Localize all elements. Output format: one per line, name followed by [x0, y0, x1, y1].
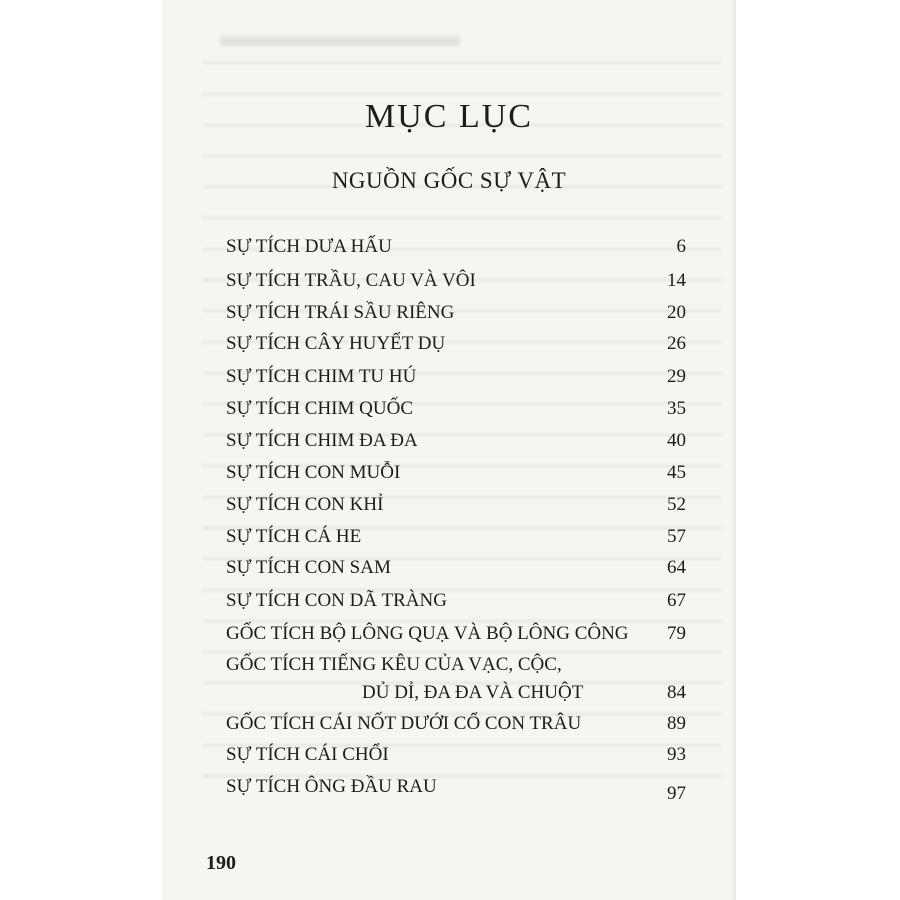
toc-entry-title: SỰ TÍCH CON MUỖI [226, 462, 401, 483]
toc-entry-page: 14 [667, 270, 686, 291]
toc-entry-page: 64 [667, 557, 686, 578]
toc-entry-page: 35 [667, 398, 686, 419]
toc-entry-title: SỰ TÍCH CÂY HUYẾT DỤ [226, 333, 446, 354]
toc-entry-title: GỐC TÍCH TIẾNG KÊU CỦA VẠC, CỘC, [226, 654, 562, 675]
page-edge-shadow [730, 0, 736, 900]
toc-entry-page: 45 [667, 462, 686, 483]
toc-entry-title: SỰ TÍCH CÁ HE [226, 526, 362, 547]
toc-entry-title: SỰ TÍCH CON SAM [226, 557, 391, 578]
toc-entry-title: SỰ TÍCH TRẦU, CAU VÀ VÔI [226, 270, 476, 291]
toc-entry-title: GỐC TÍCH BỘ LÔNG QUẠ VÀ BỘ LÔNG CÔNG [226, 623, 629, 644]
toc-entry-page: 57 [667, 526, 686, 547]
toc-entry-page: 40 [667, 430, 686, 451]
toc-entry-title: SỰ TÍCH CHIM TU HÚ [226, 366, 417, 387]
toc-entry-title: SỰ TÍCH TRÁI SẦU RIÊNG [226, 302, 455, 323]
book-page [162, 0, 736, 900]
page-number: 190 [206, 852, 236, 874]
toc-entry-page: 93 [667, 744, 686, 765]
toc-entry-page: 97 [667, 783, 686, 804]
table-of-contents [162, 0, 736, 900]
page-title: MỤC LỤC [365, 98, 533, 135]
section-title: NGUỒN GỐC SỰ VẬT [331, 168, 567, 193]
toc-entry-title: SỰ TÍCH ÔNG ĐẦU RAU [226, 776, 437, 797]
toc-entry-title-line2: DỦ DỈ, ĐA ĐA VÀ CHUỘT [362, 682, 584, 703]
toc-entry-title: SỰ TÍCH DƯA HẤU [226, 236, 392, 257]
toc-entry-page: 67 [667, 590, 686, 611]
toc-entry-page: 6 [676, 236, 686, 257]
toc-entry-page: 84 [667, 682, 686, 703]
toc-entry-page: 20 [667, 302, 686, 323]
toc-entry-page: 29 [667, 366, 686, 387]
toc-entry-page: 52 [667, 494, 686, 515]
toc-entry-title: SỰ TÍCH CON DÃ TRÀNG [226, 590, 447, 611]
toc-entry-page: 79 [667, 623, 686, 644]
toc-entry-page: 26 [667, 333, 686, 354]
toc-entry-title: SỰ TÍCH CHIM QUỐC [226, 398, 413, 419]
toc-entry-title: SỰ TÍCH CÁI CHỔI [226, 744, 389, 765]
toc-entry-title: GỐC TÍCH CÁI NỐT DƯỚI CỔ CON TRÂU [226, 713, 582, 734]
toc-entry-page: 89 [667, 713, 686, 734]
toc-entry-title: SỰ TÍCH CON KHỈ [226, 494, 384, 515]
toc-entry-title: SỰ TÍCH CHIM ĐA ĐA [226, 430, 418, 451]
